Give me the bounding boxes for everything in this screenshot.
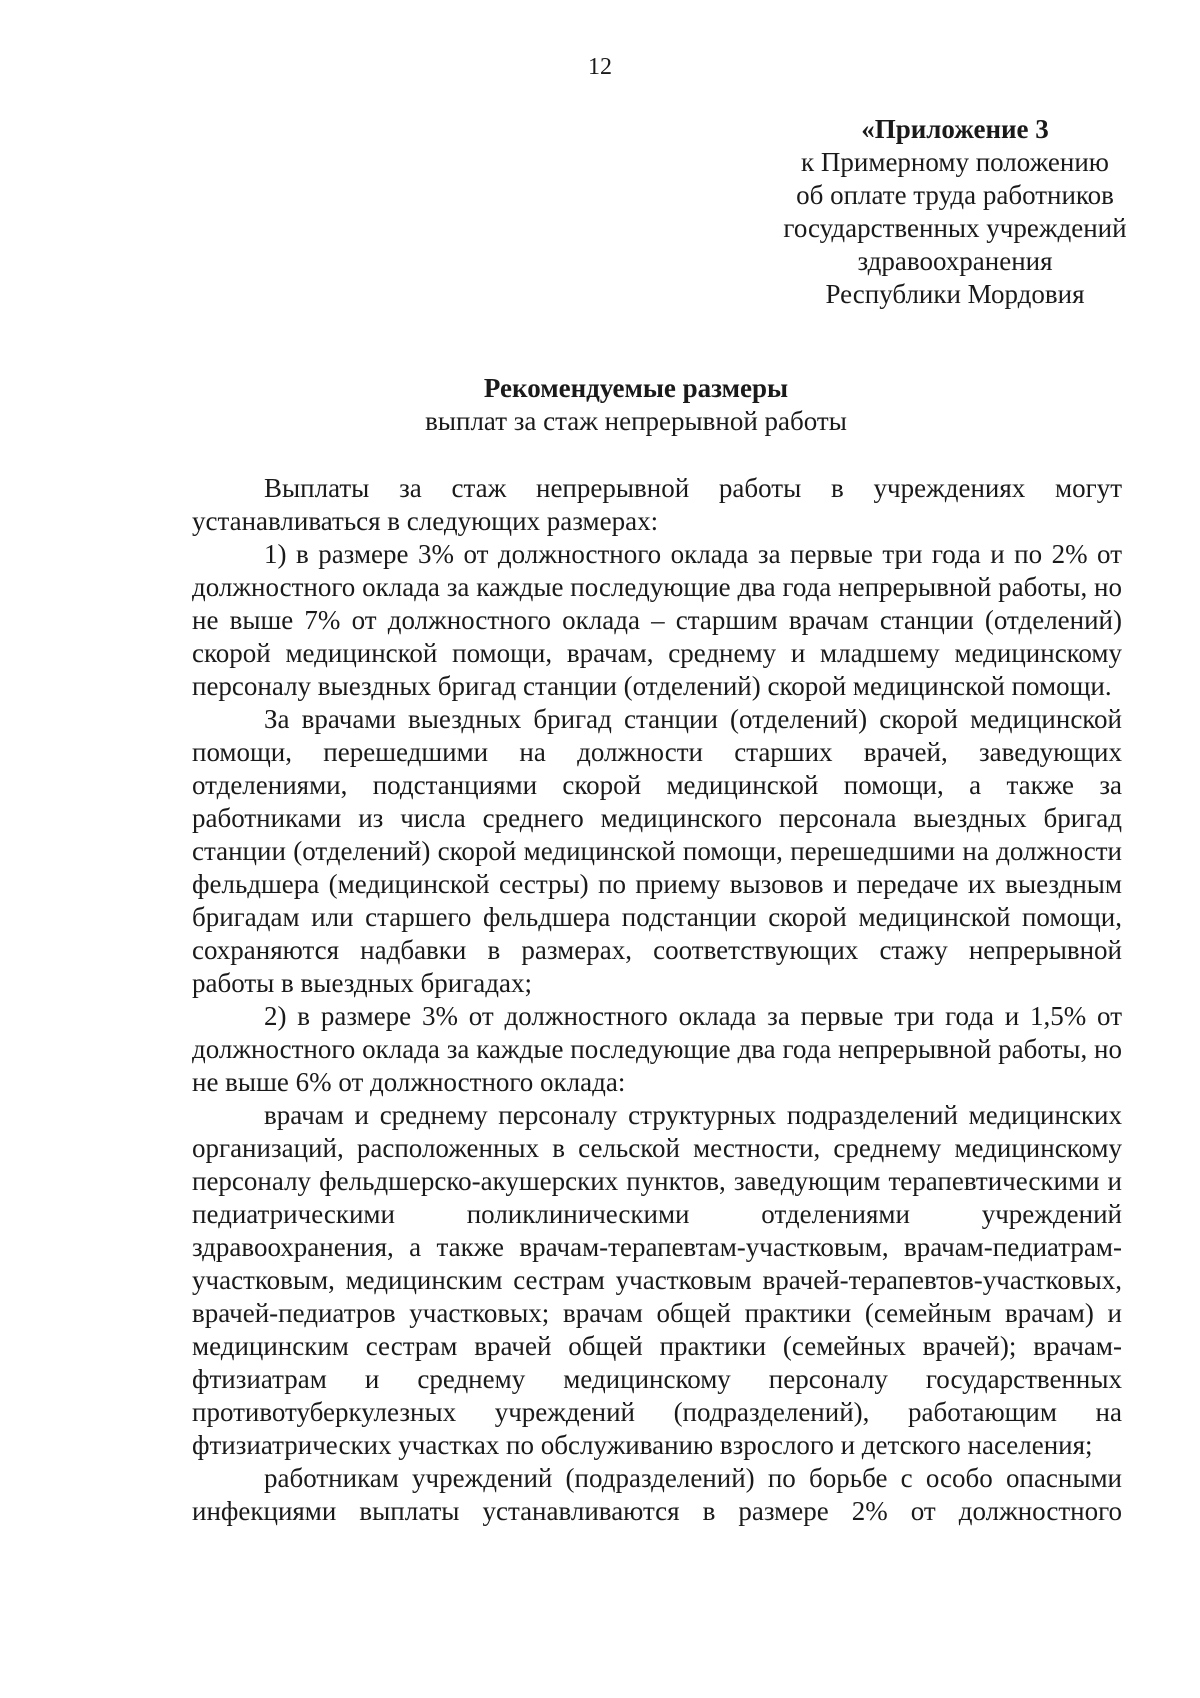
appendix-title: «Приложение 3 [861, 114, 1049, 144]
page-number: 12 [588, 54, 612, 80]
appendix-line: к Примерному положению [801, 147, 1109, 177]
heading-subtitle: выплат за стаж непрерывной работы [425, 406, 847, 436]
appendix-line: государственных учреждений [783, 213, 1127, 243]
paragraph: работникам учреждений (подразделений) по борьбе с особо опасными инфекциями выплаты устанавливаются в размере 2% от должностного [192, 1463, 1122, 1526]
paragraph: 2) в размере 3% от должностного оклада за первые три года и 1,5% от должностного оклада за каждые последующие два года непрерывной работы, но не выше 6% от должностного оклада: [192, 1001, 1122, 1097]
appendix-line: здравоохранения [857, 246, 1053, 276]
paragraph: Выплаты за стаж непрерывной работы в учреждениях могут устанавливаться в следующих размерах: [192, 473, 1122, 536]
body-text [192, 472, 1122, 1528]
appendix-block [720, 113, 1190, 311]
paragraph: 1) в размере 3% от должностного оклада за первые три года и по 2% от должностного оклада за каждые последующие два года непрерывной работы, но не выше 7% от должностного оклада – старшим врачам станции (отделений) скорой медицинской помощи, врачам, среднему и младшему медицинскому персоналу выездных бригад станции (отделений) скорой медицинской помощи. [192, 539, 1122, 701]
document-heading [0, 372, 1200, 438]
appendix-line: об оплате труда работников [796, 180, 1114, 210]
heading-title: Рекомендуемые размеры [483, 373, 789, 403]
appendix-line: Республики Мордовия [825, 279, 1085, 309]
paragraph: За врачами выездных бригад станции (отделений) скорой медицинской помощи, перешедшими на должности старших врачей, заведующих отделениями, подстанциями скорой медицинской помощи, а также за работниками из числа среднего медицинского персонала выездных бригад станции (отделений) скорой медицинской помощи, перешедшими на должности фельдшера (медицинской сестры) по приему вызовов и передаче их выездным бригадам или старшего фельдшера подстанции скорой медицинской помощи, сохраняются надбавки в размерах, соответствующих стажу непрерывной работы в выездных бригадах; [192, 704, 1122, 998]
paragraph: врачам и среднему персоналу структурных подразделений медицинских организаций, расположенных в сельской местности, среднему медицинскому персоналу фельдшерско-акушерских пунктов, заведующим терапевтическими и педиатрическими поликлиническими отделениями учреждений здравоохранения, а также врачам-терапевтам-участковым, врачам-педиатрам-участковым, медицинским сестрам участковым врачей-терапевтов-участковых, врачей-педиатров участковых; врачам общей практики (семейным врачам) и медицинским сестрам врачей общей практики (семейных врачей); врачам-фтизиатрам и среднему медицинскому персоналу государственных противотуберкулезных учреждений (подразделений), работающим на фтизиатрических участках по обслуживанию взрослого и детского населения; [192, 1100, 1122, 1460]
